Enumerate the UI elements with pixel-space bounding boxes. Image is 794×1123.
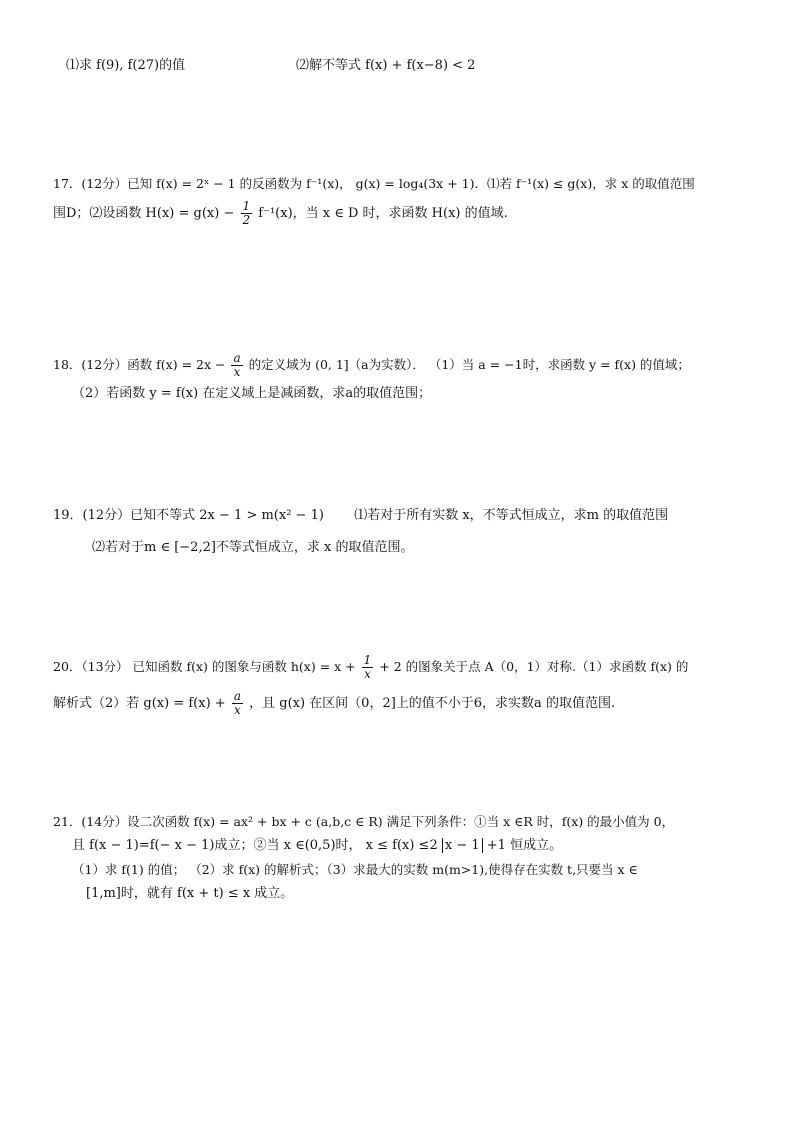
q18-fraction — [231, 352, 242, 379]
q18-line2: （2）若函数 y = f(x) 在定义域上是减函数，求a的取值范围； — [72, 386, 432, 401]
q18-frac-num: a — [233, 351, 241, 365]
q21-abs-value: x − 1 — [442, 838, 483, 853]
q20-line1-a: 20．（13分） 已知函数 f(x) 的图象与函数 h(x) = x + — [53, 659, 356, 674]
q20-line2 — [53, 690, 615, 717]
q20-fraction-2 — [232, 690, 243, 717]
q17-fraction — [241, 200, 253, 227]
q20-frac2-den: x — [234, 703, 241, 717]
q20-frac1-num: 1 — [363, 653, 372, 667]
q17-line2-a: 围D；⑵设函数 H(x) = g(x) − — [53, 206, 235, 221]
q21-line2-a: 且 f(x − 1)=f(− x − 1)成立；②当 x ∈(0,5)时， x ≤ f(x) ≤2 — [72, 838, 438, 853]
q21-line4: [1,m]时，就有 f(x + t) ≤ x 成立。 — [86, 886, 294, 901]
q21-line2-b: +1 恒成立。 — [486, 838, 563, 853]
q20-frac1-den: x — [364, 667, 371, 681]
q20-fraction-1 — [362, 654, 374, 681]
q18-frac-den: x — [233, 365, 241, 379]
q19-line1-b: ⑴若对于所有实数 x，不等式恒成立，求m 的取值范围 — [354, 508, 669, 523]
q20-line2-b: ，且 g(x) 在区间（0，2]上的值不小于6，求实数a 的取值范围. — [249, 696, 616, 711]
q20-frac2-num: a — [233, 689, 241, 703]
q17-line2-b: f⁻¹(x)，当 x ∈ D 时，求函数 H(x) 的值域. — [258, 206, 508, 221]
q20-line1 — [53, 654, 688, 681]
q21-line1: 21．(14分）设二次函数 f(x) = ax² + bx + c (a,b,c ∈ R) 满足下列条件：①当 x ∈R 时，f(x) 的最小值为 0， — [53, 814, 675, 829]
q21-line3: （1）求 f(1) 的值； （2）求 f(x) 的解析式；（3）求最大的实数 m(m>1),使得存在实数 t,只要当 x ∈ — [72, 862, 638, 877]
q20-line2-a: 解析式（2）若 g(x) = f(x) + — [53, 696, 226, 711]
q16-part1: ⑴求 f(9), f(27)的值 — [66, 58, 186, 73]
q19-line1 — [53, 506, 668, 526]
q18-line1-b: 的定义域为 (0, 1]（a为实数）． （1）当 a = −1时，求函数 y = f(x) 的值域； — [248, 357, 690, 372]
q17-frac-den: 2 — [242, 213, 251, 227]
q17-frac-num: 1 — [242, 199, 251, 213]
q18-line1-a: 18．(12分）函数 f(x) = 2x − — [53, 357, 226, 372]
q19-line1-a: 19．(12分）已知不等式 2x − 1 > m(x² − 1) — [53, 508, 324, 523]
q18-line1 — [53, 352, 690, 379]
q21-line2 — [72, 836, 562, 856]
q20-line1-b: + 2 的图象关于点 A（0，1）对称.（1）求函数 f(x) 的 — [379, 659, 689, 674]
q17-line1: 17．(12分）已知 f(x) = 2ˣ − 1 的反函数为 f⁻¹(x)， g(x) = log₄(3x + 1)．⑴若 f⁻¹(x) ≤ g(x)，求 x 的取值范围 — [53, 176, 695, 191]
q17-line2 — [53, 200, 508, 227]
q19-line2: ⑵若对于m ∈ [−2,2]不等式恒成立，求 x 的取值范围。 — [92, 540, 414, 555]
q16-part2: ⑵解不等式 f(x) + f(x−8) < 2 — [296, 58, 476, 73]
